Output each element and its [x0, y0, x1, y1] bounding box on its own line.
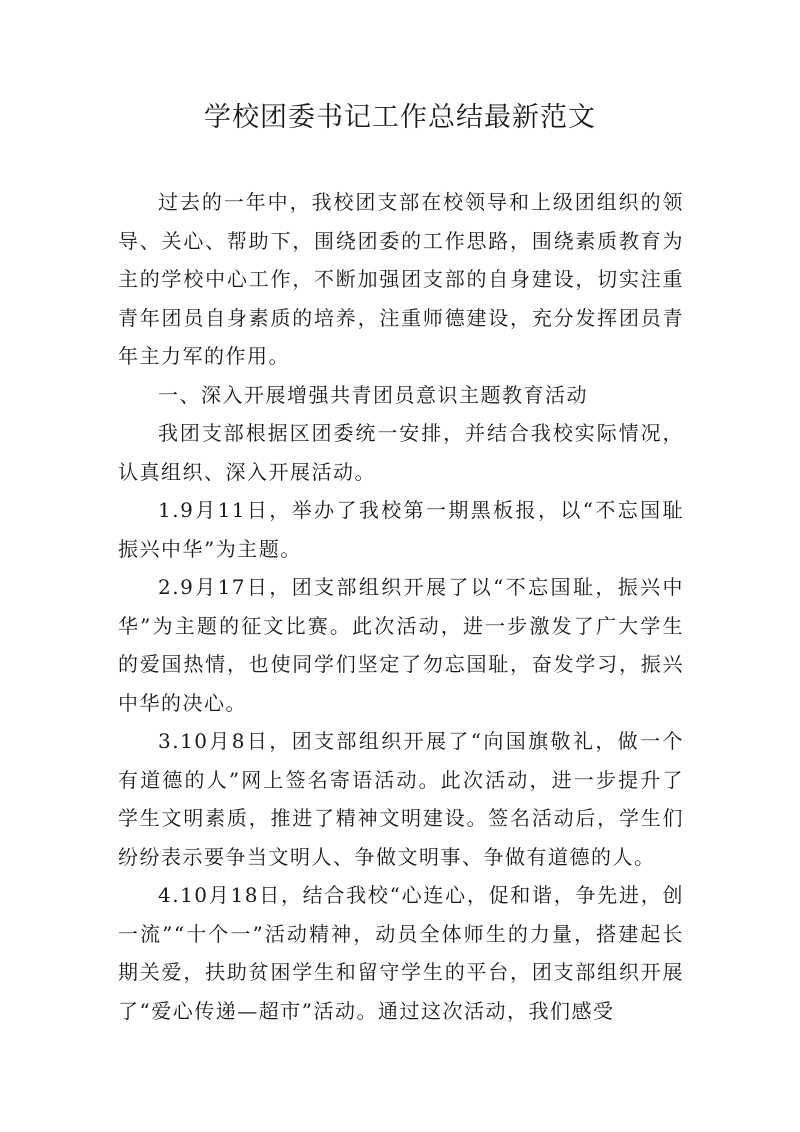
section-heading: 一、深入开展增强共青团员意识主题教育活动 [158, 382, 588, 407]
list-item-2: 2.9月17日，团支部组织开展了以“不忘国耻，振兴中华”为主题的征文比赛。此次活动，进一步激发了广大学生的爱国热情，也使同学们坚定了勿忘国耻，奋发学习，振兴中华的决心。 [118, 575, 684, 715]
body-paragraph: 我团支部根据区团委统一安排，并结合我校实际情况，认真组织、深入开展活动。 [118, 421, 684, 484]
intro-paragraph: 过去的一年中，我校团支部在校领导和上级团组织的领导、关心、帮助下，围绕团委的工作思路，围绕素质教育为主的学校中心工作，不断加强团支部的自身建设，切实注重青年团员自身素质的培养，注重师德建设，充分发挥团员青年主力军的作用。 [118, 190, 684, 368]
document-body [118, 183, 684, 1030]
list-item-3: 3.10月8日，团支部组织开展了“向国旗敬礼，做一个有道德的人”网上签名寄语活动。此次活动，进一步提升了学生文明素质，推进了精神文明建设。签名活动后，学生们纷纷表示要争当文明人、争做文明事、争做有道德的人。 [118, 729, 684, 869]
document-title: 学校团委书记工作总结最新范文 [204, 102, 596, 133]
list-item-1: 1.9月11日，举办了我校第一期黑板报，以“不忘国耻振兴中华”为主题。 [118, 498, 684, 561]
list-item-4: 4.10月18日，结合我校“心连心，促和谐，争先进，创一流”“十个一”活动精神，动员全体师生的力量，搭建起长期关爱，扶助贫困学生和留守学生的平台，团支部组织开展了“爱心传递—超市”活动。通过这次活动，我们感受 [118, 883, 684, 1023]
